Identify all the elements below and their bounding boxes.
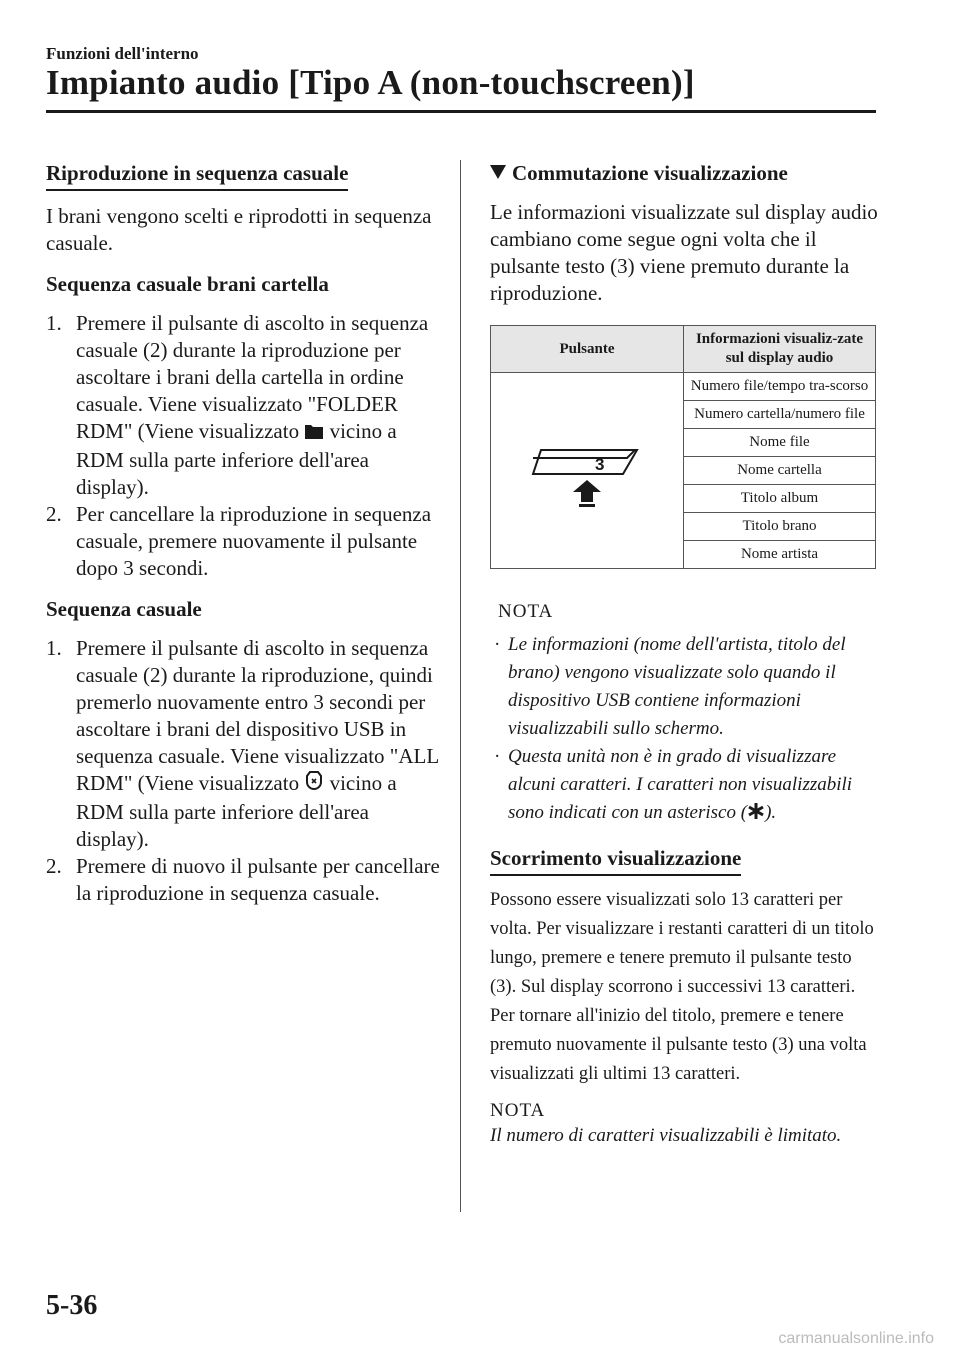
folder-icon — [304, 420, 324, 447]
scroll-display-heading: Scorrimento visualizzazione — [490, 845, 741, 876]
random-steps — [46, 635, 441, 907]
display-switch-intro: Le informazioni visualizzate sul display audio cambiano come segue ogni volta che il pulsante testo (3) viene premuto durante la riproduzione. — [490, 200, 878, 305]
step-item — [46, 501, 441, 582]
table-cell: Nome artista — [684, 541, 876, 569]
page-title: Impianto audio [Tipo A (non-touchscreen)] — [46, 63, 695, 102]
table-cell: Titolo brano — [684, 513, 876, 541]
nota-text: Questa unità non è in grado di visualizzare alcuni caratteri. I caratteri non visualizzabili sono indicati con un asterisco ( — [508, 746, 853, 823]
table-row — [491, 373, 876, 401]
asterisk-icon — [747, 801, 765, 829]
step-item — [46, 635, 441, 853]
table-header-info: Informazioni visualiz-zate sul display audio — [684, 326, 876, 373]
folder-random-heading: Sequenza casuale brani cartella — [46, 272, 329, 297]
step-item — [46, 310, 441, 501]
folder-random-steps — [46, 310, 441, 582]
nota-list — [490, 631, 880, 829]
step-text: Premere il pulsante di ascolto in sequenza casuale (2) durante la riproduzione per ascoltare i brani della cartella in ordine casuale. Viene visualizzato "FOLDER RDM" (Viene visualizzato — [76, 311, 429, 444]
table-cell: Nome cartella — [684, 457, 876, 485]
nota-text-2: Il numero di caratteri visualizzabili è limitato. — [490, 1125, 842, 1147]
nota-label-2: NOTA — [490, 1100, 546, 1122]
table-cell: Numero cartella/numero file — [684, 401, 876, 429]
section-label: Funzioni dell'interno — [46, 44, 199, 63]
step-number: 1. — [46, 311, 62, 336]
step-item — [46, 853, 441, 907]
button-illustration-cell — [491, 373, 684, 569]
display-switch-heading — [490, 160, 880, 187]
display-switch-heading-text: Commutazione visualizzazione — [512, 161, 788, 185]
step-number: 1. — [46, 636, 62, 661]
random-playback-heading: Riproduzione in sequenza casuale — [46, 160, 348, 191]
triangle-marker-icon — [490, 165, 506, 179]
random-playback-intro: I brani vengono scelti e riprodotti in sequenza casuale. — [46, 204, 432, 256]
nota-label: NOTA — [498, 601, 554, 622]
bullet-icon: · — [494, 746, 501, 767]
table-cell: Numero file/tempo tra-scorso — [684, 373, 876, 401]
column-divider — [460, 160, 461, 1212]
step-number: 2. — [46, 502, 62, 527]
random-heading: Sequenza casuale — [46, 597, 202, 622]
watermark: carmanualsonline.info — [778, 1330, 934, 1347]
right-column — [490, 160, 880, 1149]
text-button-illustration — [527, 428, 647, 508]
table-cell: Titolo album — [684, 485, 876, 513]
step-text-cont: vicino a RDM sulla parte inferiore dell'area display). — [76, 771, 397, 852]
step-text: Premere il pulsante di ascolto in sequenza casuale (2) durante la riproduzione, quindi premerlo nuovamente entro 3 secondi per ascoltare i brani del dispositivo USB in sequenza casuale. Viene visualizzato "ALL RDM" (Viene visualizzato — [76, 636, 439, 796]
usb-device-icon — [304, 770, 324, 799]
scroll-display-text: Possono essere visualizzati solo 13 caratteri per volta. Per visualizzare i restanti caratteri di un titolo lungo, premere e tenere premuto il pulsante testo (3). Sul display scorrono i successivi 13 caratteri. Per tornare all'inizio del titolo, premere e tenere premuto nuovamente il pulsante testo (3) una volta visualizzati gli ultimi 13 caratteri. — [490, 890, 874, 1085]
title-divider — [46, 110, 876, 113]
table-header-button: Pulsante — [491, 326, 684, 373]
step-text: Premere di nuovo il pulsante per cancellare la riproduzione in sequenza casuale. — [76, 854, 440, 906]
step-text: Per cancellare la riproduzione in sequenza casuale, premere nuovamente il pulsante dopo 3 secondi. — [76, 502, 432, 581]
step-number: 2. — [46, 854, 62, 879]
nota-item — [490, 743, 880, 829]
button-number-label: 3 — [595, 454, 605, 474]
press-arrow-icon — [573, 480, 601, 507]
page-number: 5-36 — [46, 1290, 98, 1321]
bullet-icon: · — [494, 634, 501, 655]
nota-text: Le informazioni (nome dell'artista, titolo del brano) vengono visualizzate solo quando il dispositivo USB contiene informazioni visualizzabili sullo schermo. — [508, 634, 846, 739]
left-column — [46, 160, 441, 907]
nota-text-end: ). — [765, 802, 777, 823]
nota-item — [490, 631, 880, 743]
step-text-cont: vicino a RDM sulla parte inferiore dell'area display). — [76, 419, 397, 500]
table-cell: Nome file — [684, 429, 876, 457]
display-info-table — [490, 325, 876, 569]
